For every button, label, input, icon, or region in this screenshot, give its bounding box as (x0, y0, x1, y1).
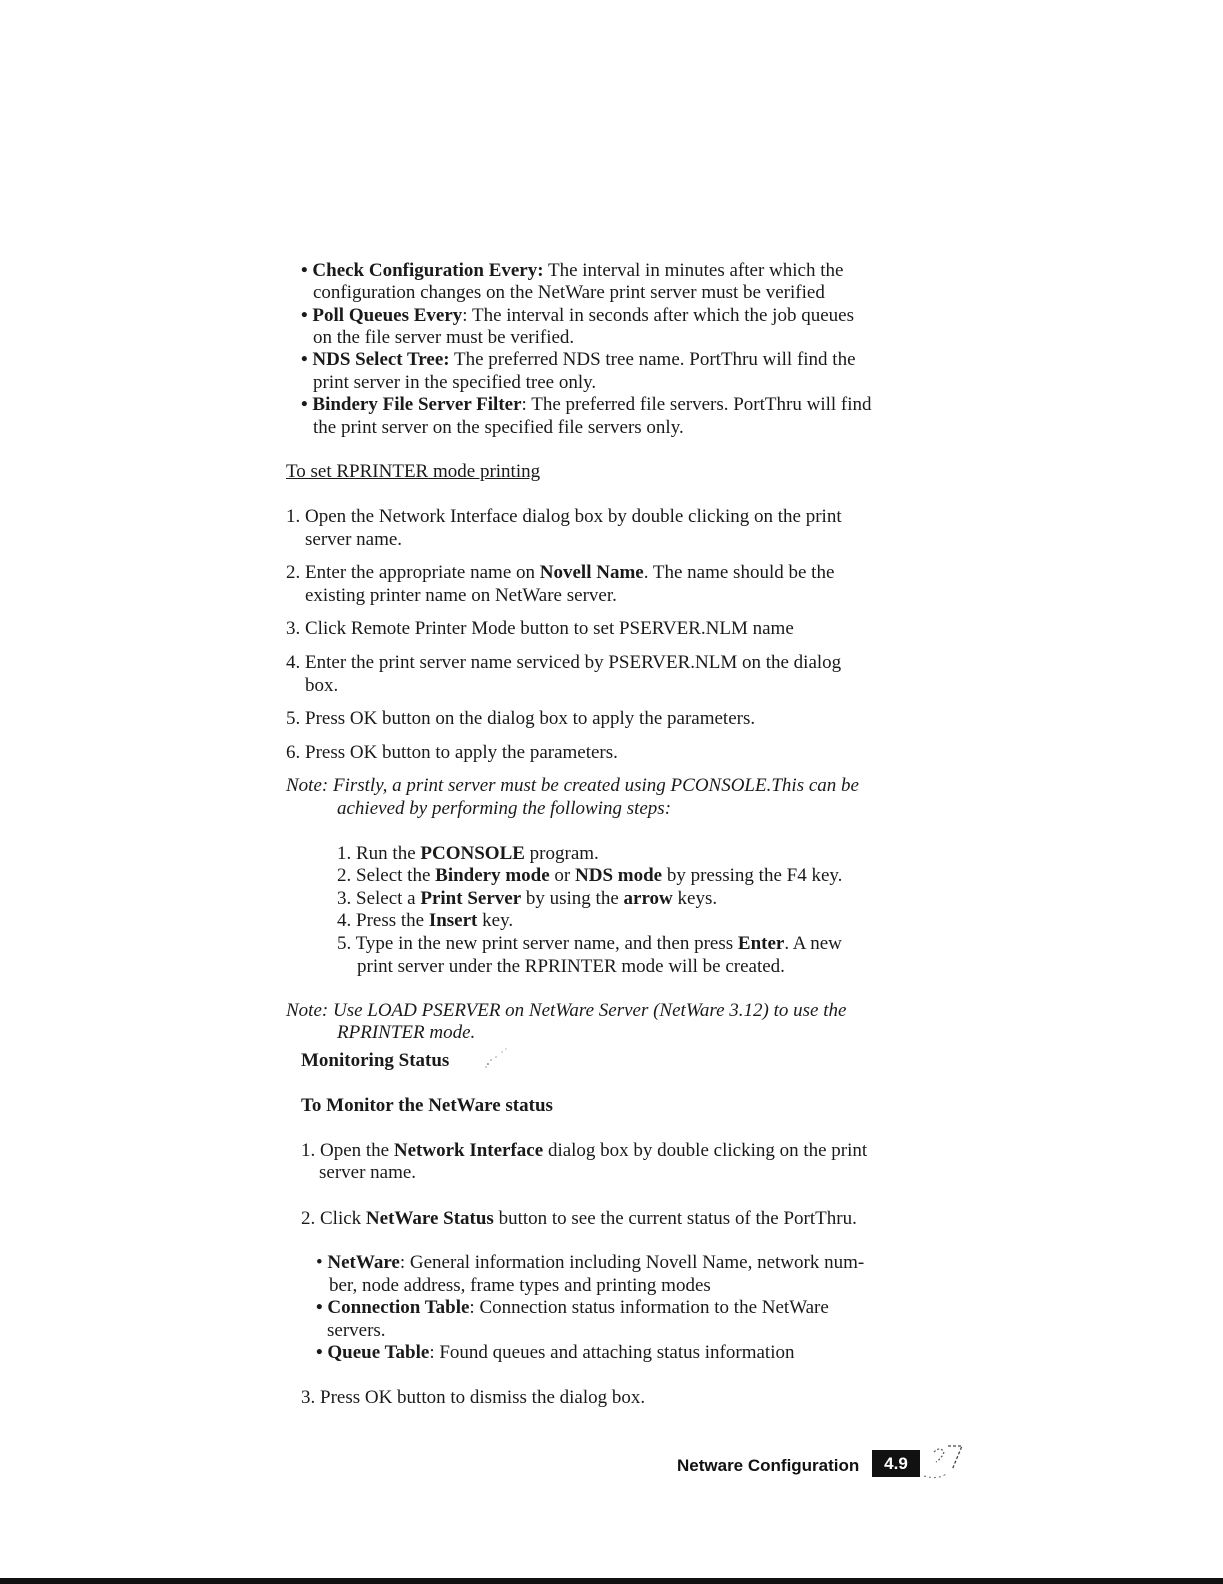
bullet-poll-queues (301, 304, 854, 327)
bullet-term: Queue Table (327, 1342, 430, 1363)
bullet-text: : General information including Novell Name, network num- (399, 1252, 865, 1273)
bullet-term: Poll Queues Every (312, 305, 463, 326)
bullet-continuation: on the file server must be verified. (313, 327, 575, 348)
substep-text: program. (524, 843, 599, 864)
substep-5-cont: print server under the RPRINTER mode will be created. (357, 956, 785, 977)
note-1 (286, 774, 859, 797)
note-2-cont: RPRINTER mode. (337, 1022, 476, 1043)
bullet-text: : The interval in seconds after which the job queues (462, 305, 854, 326)
step-bold: NetWare Status (365, 1208, 494, 1229)
bullet-text: : The preferred file servers. PortThru will find (521, 394, 872, 415)
substep-bold: Print Server (420, 888, 522, 909)
section-heading-monitoring: Monitoring Status (301, 1050, 450, 1071)
bullet-netware (316, 1251, 864, 1274)
footer-chapter-label: Netware Configuration (677, 1456, 860, 1475)
bullet-text: The preferred NDS tree name. PortThru will find the (449, 349, 856, 370)
bullet-term: Check Configuration Every: (312, 260, 544, 281)
substep-3 (337, 887, 717, 910)
step-text: . The name should be the (643, 562, 835, 583)
subheading-monitor-netware: To Monitor the NetWare status (301, 1095, 553, 1116)
substep-text: by pressing the F4 key. (662, 865, 843, 886)
step-6: 6. Press OK button to apply the parameters. (286, 742, 618, 763)
bullet-text: : Found queues and attaching status information (429, 1342, 795, 1363)
bullet-dot: • (316, 1252, 328, 1273)
note-text: Firstly, a print server must be created using PCONSOLE.This can be (328, 775, 859, 796)
bullet-continuation: ber, node address, frame types and printing modes (329, 1275, 711, 1296)
substep-bold: Bindery mode (435, 865, 550, 886)
bottom-scan-edge (0, 1578, 1223, 1584)
step-4: 4. Enter the print server name serviced by PSERVER.NLM on the dialog (286, 652, 842, 673)
note-2 (286, 999, 846, 1022)
section-heading-rprinter: To set RPRINTER mode printing (286, 461, 541, 482)
substep-1 (337, 842, 599, 865)
substep-bold: Enter (737, 933, 785, 954)
substep-text: 2. Select the (337, 865, 436, 886)
bullet-nds-select-tree (301, 348, 856, 371)
step-text: 2. Enter the appropriate name on (286, 562, 540, 583)
bullet-term: NDS Select Tree: (312, 349, 450, 370)
note-text: Use LOAD PSERVER on NetWare Server (NetWare 3.12) to use the (328, 1000, 847, 1021)
bullet-term: Bindery File Server Filter (312, 394, 522, 415)
substep-text: or (549, 865, 575, 886)
step-text: button to see the current status of the PortThru. (493, 1208, 857, 1229)
bullet-bindery-filter (301, 393, 872, 416)
scan-speck-mark (482, 1046, 512, 1070)
step-text: dialog box by double clicking on the print (543, 1140, 868, 1161)
step-bold: Network Interface (393, 1140, 544, 1161)
bullet-text: : Connection status information to the NetWare (469, 1297, 829, 1318)
bullet-text: The interval in minutes after which the (543, 260, 844, 281)
step-4-cont: box. (305, 675, 339, 696)
substep-bold: PCONSOLE (420, 843, 525, 864)
note-1-cont: achieved by performing the following steps: (337, 798, 672, 819)
step-1: 1. Open the Network Interface dialog box by double clicking on the print (286, 506, 842, 527)
bullet-connection-table (316, 1296, 829, 1319)
note-label: Note: (286, 1000, 329, 1021)
footer-page-number: 4.9 (872, 1450, 920, 1477)
substep-bold: Insert (428, 910, 478, 931)
substep-text: . A new (784, 933, 842, 954)
step-bold: Novell Name (539, 562, 644, 583)
substep-text: 3. Select a (337, 888, 421, 909)
monitor-step-3: 3. Press OK button to dismiss the dialog box. (301, 1387, 646, 1408)
bullet-check-configuration (301, 259, 843, 282)
substep-text: 1. Run the (337, 843, 421, 864)
substep-2 (337, 864, 842, 887)
step-text: 2. Click (301, 1208, 366, 1229)
monitor-step-1 (301, 1139, 867, 1162)
substep-text: by using the (521, 888, 624, 909)
step-2 (286, 561, 834, 584)
substep-text: 5. Type in the new print server name, and then press (337, 933, 738, 954)
substep-bold: NDS mode (575, 865, 663, 886)
bullet-continuation: configuration changes on the NetWare print server must be verified (313, 282, 825, 303)
substep-text: key. (477, 910, 514, 931)
substep-bold: arrow (623, 888, 673, 909)
bullet-continuation: servers. (327, 1320, 386, 1341)
step-text: 1. Open the (301, 1140, 394, 1161)
bullet-continuation: print server in the specified tree only. (313, 372, 597, 393)
step-5: 5. Press OK button on the dialog box to apply the parameters. (286, 708, 756, 729)
bullet-queue-table (316, 1341, 794, 1364)
step-3: 3. Click Remote Printer Mode button to set PSERVER.NLM name (286, 618, 794, 639)
substep-text: keys. (672, 888, 718, 909)
bullet-continuation: the print server on the specified file servers only. (313, 417, 684, 438)
bullet-term: NetWare (327, 1252, 400, 1273)
substep-text: 4. Press the (337, 910, 429, 931)
note-label: Note: (286, 775, 329, 796)
substep-4 (337, 909, 513, 932)
handwritten-mark (920, 1440, 970, 1488)
step-1-cont: server name. (305, 529, 403, 550)
bullet-term: Connection Table (327, 1297, 470, 1318)
monitor-step-1-cont: server name. (319, 1162, 417, 1183)
monitor-step-2 (301, 1207, 857, 1230)
step-2-cont: existing printer name on NetWare server. (305, 585, 617, 606)
substep-5 (337, 932, 842, 955)
